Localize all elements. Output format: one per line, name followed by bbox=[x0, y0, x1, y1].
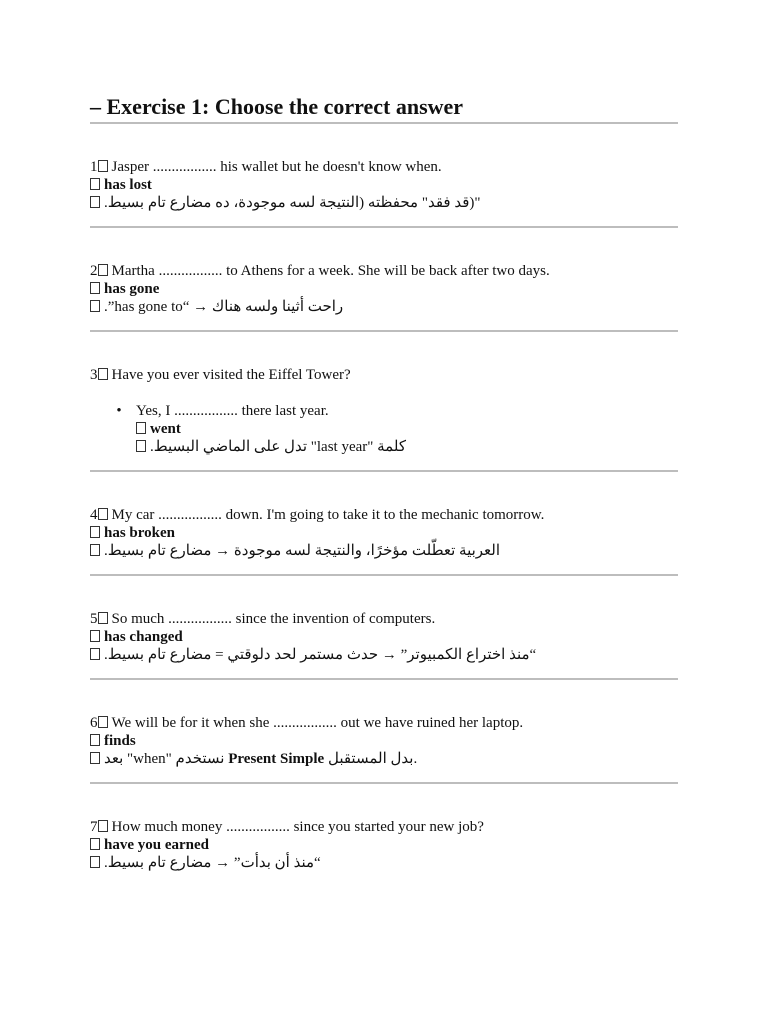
box-glyph-icon bbox=[136, 422, 146, 434]
note-text: بعد "when" نستخدم Present Simple بدل المستقبل. bbox=[104, 751, 418, 767]
answer-text: has lost bbox=[104, 177, 152, 193]
note-text: "(قد فقد" محفظته (النتيجة لسه موجودة، ده مضارع تام بسيط. bbox=[104, 195, 481, 211]
question-number: 4 bbox=[90, 507, 98, 523]
answer-line bbox=[90, 732, 678, 750]
note-text: كلمة "last year" تدل على الماضي البسيط. bbox=[150, 439, 406, 455]
answer-line bbox=[90, 176, 678, 194]
list-item bbox=[90, 402, 678, 456]
note-line bbox=[90, 854, 678, 872]
box-glyph-icon bbox=[98, 820, 108, 832]
answer-text: finds bbox=[104, 733, 136, 749]
question-text: 5 So much ................. since the invention of computers. bbox=[90, 611, 436, 627]
bullet-list bbox=[90, 402, 678, 456]
question-text: 4 My car ................. down. I'm going to take it to the mechanic tomorrow. bbox=[90, 507, 545, 523]
question-number: 1 bbox=[90, 159, 98, 175]
box-glyph-icon bbox=[90, 300, 100, 312]
bullet-text: Yes, I ................. there last year. bbox=[136, 403, 329, 419]
answer-text: went bbox=[150, 421, 181, 437]
question-3 bbox=[90, 332, 678, 470]
note-text: “منذ أن بدأت” → مضارع تام بسيط. bbox=[104, 855, 321, 871]
box-glyph-icon bbox=[98, 508, 108, 520]
question-1 bbox=[90, 124, 678, 226]
answer-text: has gone bbox=[104, 281, 160, 297]
note-line bbox=[90, 298, 678, 316]
box-glyph-icon bbox=[90, 544, 100, 556]
box-glyph-icon bbox=[90, 856, 100, 868]
question-2 bbox=[90, 228, 678, 330]
box-glyph-icon bbox=[98, 160, 108, 172]
note-line bbox=[90, 646, 678, 664]
question-number: 2 bbox=[90, 263, 98, 279]
bullet-icon: • bbox=[116, 403, 122, 419]
box-glyph-icon bbox=[90, 526, 100, 538]
answer-line bbox=[90, 280, 678, 298]
note-text: راحت أثينا ولسه هناك → “has gone to”. bbox=[104, 299, 344, 315]
question-number: 5 bbox=[90, 611, 98, 627]
answer-line bbox=[90, 628, 678, 646]
question-5 bbox=[90, 576, 678, 678]
question-text: 2 Martha ................. to Athens for a week. She will be back after two days. bbox=[90, 263, 550, 279]
question-number: 7 bbox=[90, 819, 98, 835]
answer-text: has changed bbox=[104, 629, 183, 645]
box-glyph-icon bbox=[98, 264, 108, 276]
note-line bbox=[136, 438, 678, 456]
question-text: 1 Jasper ................. his wallet but he doesn't know when. bbox=[90, 159, 442, 175]
note-line bbox=[90, 194, 678, 212]
box-glyph-icon bbox=[98, 612, 108, 624]
question-text: 6 We will be for it when she ................. out we have ruined her laptop. bbox=[90, 715, 524, 731]
box-glyph-icon bbox=[136, 440, 146, 452]
note-text: العربية تعطّلت مؤخرًا، والنتيجة لسه موجودة → مضارع تام بسيط. bbox=[104, 543, 501, 559]
question-6 bbox=[90, 680, 678, 782]
question-text: 3 Have you ever visited the Eiffel Tower? bbox=[90, 367, 351, 383]
answer-text: has broken bbox=[104, 525, 176, 541]
note-emphasis: Present Simple bbox=[228, 751, 325, 767]
answer-text: have you earned bbox=[104, 837, 209, 853]
exercise-page bbox=[90, 92, 678, 886]
answer-line bbox=[90, 836, 678, 854]
question-4 bbox=[90, 472, 678, 574]
question-number: 3 bbox=[90, 367, 98, 383]
box-glyph-icon bbox=[90, 648, 100, 660]
box-glyph-icon bbox=[90, 282, 100, 294]
question-number: 6 bbox=[90, 715, 98, 731]
note-line bbox=[90, 542, 678, 560]
question-7 bbox=[90, 784, 678, 886]
answer-line bbox=[136, 420, 678, 438]
box-glyph-icon bbox=[98, 368, 108, 380]
note-text: “منذ اختراع الكمبيوتر” → حدث مستمر لحد دلوقتي = مضارع تام بسيط. bbox=[104, 647, 537, 663]
box-glyph-icon bbox=[90, 838, 100, 850]
box-glyph-icon bbox=[90, 752, 100, 764]
box-glyph-icon bbox=[90, 734, 100, 746]
note-line bbox=[90, 750, 678, 768]
box-glyph-icon bbox=[98, 716, 108, 728]
box-glyph-icon bbox=[90, 196, 100, 208]
question-text: 7 How much money ................. since you started your new job? bbox=[90, 819, 484, 835]
page-title: – Exercise 1: Choose the correct answer bbox=[90, 94, 464, 119]
box-glyph-icon bbox=[90, 630, 100, 642]
answer-line bbox=[90, 524, 678, 542]
box-glyph-icon bbox=[90, 178, 100, 190]
